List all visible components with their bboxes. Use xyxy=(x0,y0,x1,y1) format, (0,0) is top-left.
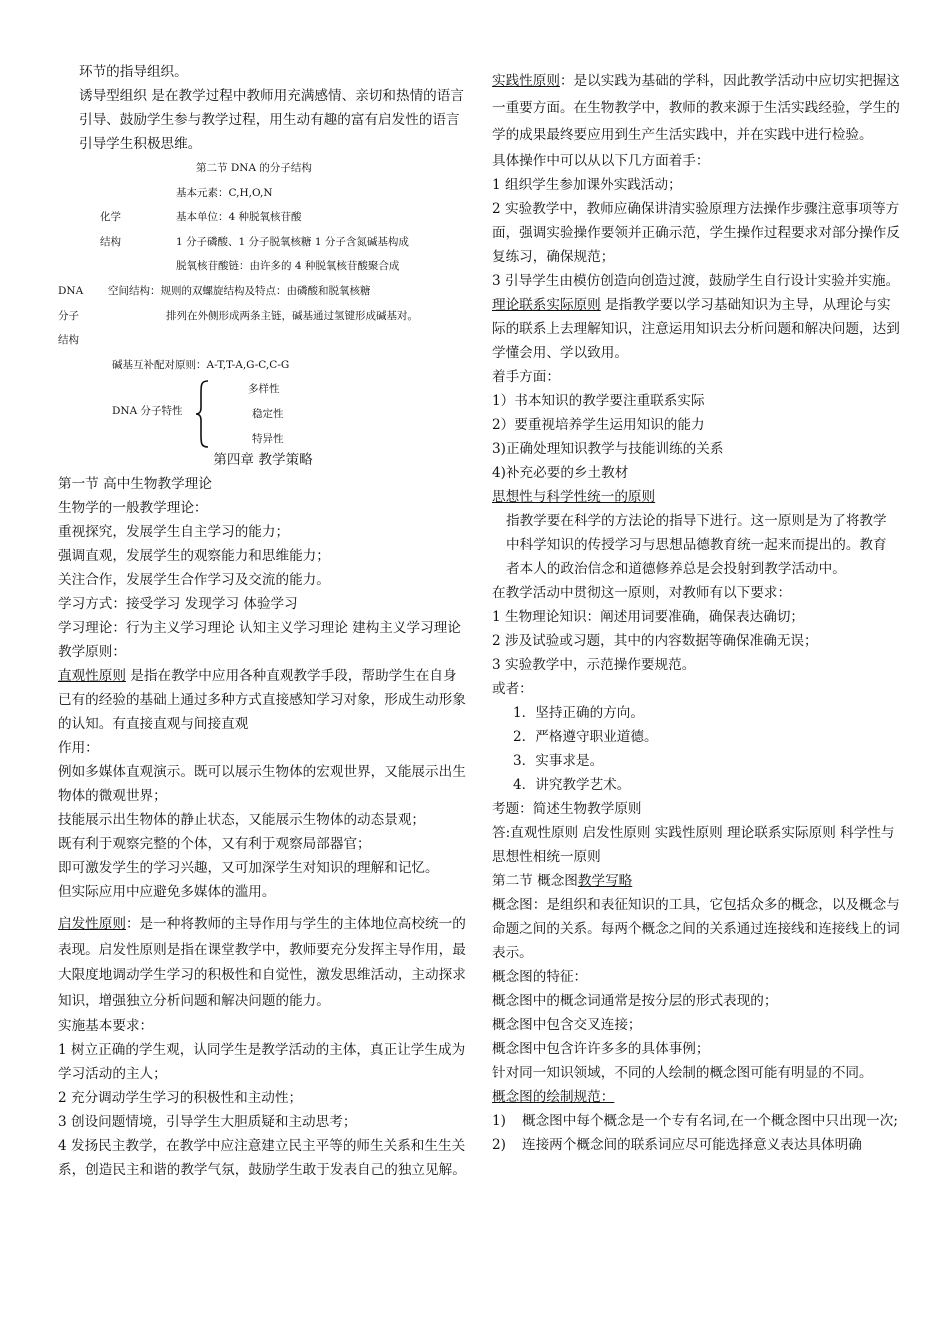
list-item: 4．讲究教学艺术。 xyxy=(513,777,631,793)
text-line: 1 生物理论知识：阐述用词要准确，确保表达确切； xyxy=(492,609,805,625)
principle-title xyxy=(492,485,900,509)
principle-text: ：是以实践为基础的学科，因此教学活动中应切实把握这一重要方面。在生物教学中，教师的教来源于生活实践经验，学生的学的成果最终要应用到生产生活实践中，并在实践中进行检验。 xyxy=(492,73,900,143)
principle-paragraph xyxy=(492,293,900,365)
text-line: 2 涉及试验或习题，其中的内容数据等确保准确无误； xyxy=(492,633,818,649)
list-item xyxy=(492,1133,900,1157)
principle-title: 启发性原则 xyxy=(58,916,126,933)
dna-structure-outline xyxy=(58,156,468,452)
text-line: 既有利于观察完整的个体，又有利于观察局部器官； xyxy=(58,836,371,853)
principle-title-text: 思想性与科学性统一的原则 xyxy=(492,489,656,505)
outline-line xyxy=(58,279,468,304)
text-line: 重视探究，发展学生自主学习的能力； xyxy=(58,524,290,541)
text-line: 4)补充必要的乡土教材 xyxy=(492,465,629,481)
section-title-underlined: 教学写略 xyxy=(577,873,633,889)
text-line: 概念图中包含许许多多的具体事例； xyxy=(492,1041,710,1057)
subheading xyxy=(492,1085,900,1109)
outline-label: DNA xyxy=(58,284,84,297)
outline-label: 分子 xyxy=(58,309,79,322)
text-line: 3 创设问题情境，引导学生大胆质疑和主动思考； xyxy=(58,1114,357,1131)
list-text: 连接两个概念间的联系词应尽可能选择意义表达具体明确 xyxy=(522,1137,862,1153)
principle-paragraph xyxy=(58,664,468,736)
text-line: 学习方式：接受学习 发现学习 体验学习 xyxy=(58,596,298,613)
principle-title: 实践性原则 xyxy=(492,73,560,89)
text-line: 2 充分调动学生学习的积极性和主动性； xyxy=(58,1090,303,1107)
section-title-text: 第二节 概念图 xyxy=(492,873,578,889)
text-line: 强调直观，发展学生的观察能力和思维能力； xyxy=(58,548,330,565)
principle-paragraph xyxy=(58,912,468,1014)
outline-text: 空间结构：规则的双螺旋结构及特点：由磷酸和脱氧核糖 xyxy=(108,284,371,297)
text-line: 3 实验教学中，示范操作要规范。 xyxy=(492,657,696,673)
outline-line: 碱基互补配对原则：A-T,T-A,G-C,C-G xyxy=(112,358,290,371)
text-line: 在教学活动中贯彻这一原则，对教师有以下要求： xyxy=(492,585,792,601)
text-line: 或者： xyxy=(492,681,533,697)
text-line: 作用： xyxy=(58,740,99,757)
text-line: 针对同一知识领域，不同的人绘制的概念图可能有明显的不同。 xyxy=(492,1065,873,1081)
outline-line xyxy=(58,230,468,255)
text-line: 2 实验教学中，教师应确保讲清实验原理方法操作步骤注意事项等方面，强调实验操作要领并正确示范，学生操作过程要求对部分操作反复练习，确保规范； xyxy=(492,201,900,265)
right-column xyxy=(492,68,900,1157)
text-line: 4 发扬民主教学，在教学中应注意建立民主平等的师生关系和生生关系，创造民主和谐的教学气氛，鼓励学生敢于发表自己的独立见解。 xyxy=(58,1138,466,1179)
text-line: 1 树立正确的学生观，认同学生是教学活动的主体，真正让学生成为学习活动的主人； xyxy=(58,1042,466,1083)
outline-text: 1 分子磷酸、1 分子脱氧核糖 1 分子含氮碱基构成 xyxy=(176,235,409,248)
text-line: 实施基本要求： xyxy=(58,1018,154,1035)
chapter-title: 第四章 教学策略 xyxy=(213,452,313,469)
text-line: 概念图的特征： xyxy=(492,969,588,985)
section-title: 第一节 高中生物教学理论 xyxy=(58,476,212,493)
list-number: 2) xyxy=(492,1137,506,1153)
outline-label: 结构 xyxy=(100,235,121,248)
list-number: 1) xyxy=(492,1113,506,1129)
principle-paragraph xyxy=(492,68,900,149)
list-item xyxy=(492,1109,900,1133)
text-line: 3 引导学生由模仿创造向创造过渡，鼓励学生自行设计实验并实施。 xyxy=(492,273,900,289)
text-line: 环节的指导组织。 xyxy=(79,64,188,80)
dna-properties xyxy=(58,377,468,452)
text-line: 着手方面： xyxy=(492,369,560,385)
outline-line: 基本元素：C,H,O,N xyxy=(176,186,273,199)
subheading-text: 概念图的绘制规范： xyxy=(492,1089,615,1105)
curly-brace-icon xyxy=(194,379,210,449)
paragraph: 诱导型组织 是在教学过程中教师用充满感情、亲切和热情的语言引导、鼓励学生参与教学过程，用生动有趣的富有启发性的语言引导学生积极思维。 xyxy=(79,88,464,152)
text-line: 关注合作，发展学生合作学习及交流的能力。 xyxy=(58,572,330,589)
property-item: 特异性 xyxy=(252,433,284,446)
text-line: 概念图中包含交叉连接； xyxy=(492,1017,642,1033)
list-text: 概念图中每个概念是一个专有名词,在一个概念图中只出现一次; xyxy=(522,1113,898,1129)
text-line: 答:直观性原则 启发性原则 实践性原则 理论联系实际原则 科学性与思想性相统一原则 xyxy=(492,825,895,865)
text-line: 但实际应用中应避免多媒体的滥用。 xyxy=(58,884,276,901)
text-line: 例如多媒体直观演示。既可以展示生物体的宏观世界，又能展示出生物体的微观世界； xyxy=(58,764,466,805)
text-line: 1）书本知识的教学要注重联系实际 xyxy=(492,393,705,409)
outline-text: 排列在外侧形成两条主链，碱基通过氢键形成碱基对。 xyxy=(166,309,418,322)
paragraph: 指教学要在科学的方法论的指导下进行。这一原则是为了将教学中科学知识的传授学习与思想品德教育统一起来而提出的。教育者本人的政治信念和道德修养总是会投射到教学活动中。 xyxy=(506,513,887,577)
outline-line: 结构 xyxy=(58,334,79,347)
section-title xyxy=(492,869,900,893)
text-line: 考题：简述生物教学原则 xyxy=(492,801,642,817)
list-item: 3．实事求是。 xyxy=(513,753,604,769)
list-item: 2．严格遵守职业道德。 xyxy=(513,729,658,745)
list-item: 1．坚持正确的方向。 xyxy=(513,705,644,721)
principle-title: 理论联系实际原则 xyxy=(492,297,601,313)
principle-title: 直观性原则 xyxy=(58,668,126,685)
dna-section-title: 第二节 DNA 的分子结构 xyxy=(196,162,312,174)
principle-text: 是指在教学中应用各种直观教学手段，帮助学生在自身已有的经验的基础上通过多种方式直接感知学习对象，形成生动形象的认知。有直接直观与间接直观 xyxy=(58,668,466,733)
properties-list xyxy=(248,377,284,452)
text-line: 3)正确处理知识教学与技能训练的关系 xyxy=(492,441,724,457)
text-line: 生物学的一般教学理论： xyxy=(58,500,208,517)
text-line: 1 组织学生参加课外实践活动； xyxy=(492,177,682,193)
paragraph: 概念图：是组织和表征知识的工具，它包括众多的概念，以及概念与命题之间的关系。每两个概念之间的关系通过连接线和连接线上的词表示。 xyxy=(492,897,900,961)
text-line: 即可激发学生的学习兴趣，又可加深学生对知识的理解和记忆。 xyxy=(58,860,439,877)
outline-text: 基本单位：4 种脱氧核苷酸 xyxy=(176,211,302,224)
left-column xyxy=(58,60,468,1182)
text-line: 具体操作中可以从以下几方面着手： xyxy=(492,153,710,169)
outline-label: 化学 xyxy=(100,211,121,224)
text-line: 概念图中的概念词通常是按分层的形式表现的； xyxy=(492,993,778,1009)
outline-line xyxy=(58,205,468,230)
principle-text: 是指教学要以学习基础知识为主导，从理论与实际的联系上去理解知识，注意运用知识去分析问题和解决问题，达到学懂会用、学以致用。 xyxy=(492,297,900,361)
outline-line xyxy=(58,304,468,329)
text-line: 教学原则： xyxy=(58,644,126,661)
properties-label: DNA 分子特性 xyxy=(112,405,183,418)
principle-text: ：是一种将教师的主导作用与学生的主体地位高校统一的表现。启发性原则是指在课堂教学中，教师要充分发挥主导作用，最大限度地调动学生学习的积极性和自觉性，激发思维活动，主动探求知识，增强独立分析问题和解决问题的能力。 xyxy=(58,916,466,1009)
text-line: 2）要重视培养学生运用知识的能力 xyxy=(492,417,705,433)
property-item: 多样性 xyxy=(248,383,280,396)
outline-line: 脱氧核苷酸链：由许多的 4 种脱氧核苷酸聚合成 xyxy=(176,260,400,273)
property-item: 稳定性 xyxy=(252,408,284,421)
text-line: 技能展示出生物体的静止状态，又能展示生物体的动态景观； xyxy=(58,812,426,829)
text-line: 学习理论：行为主义学习理论 认知主义学习理论 建构主义学习理论 xyxy=(58,620,461,637)
